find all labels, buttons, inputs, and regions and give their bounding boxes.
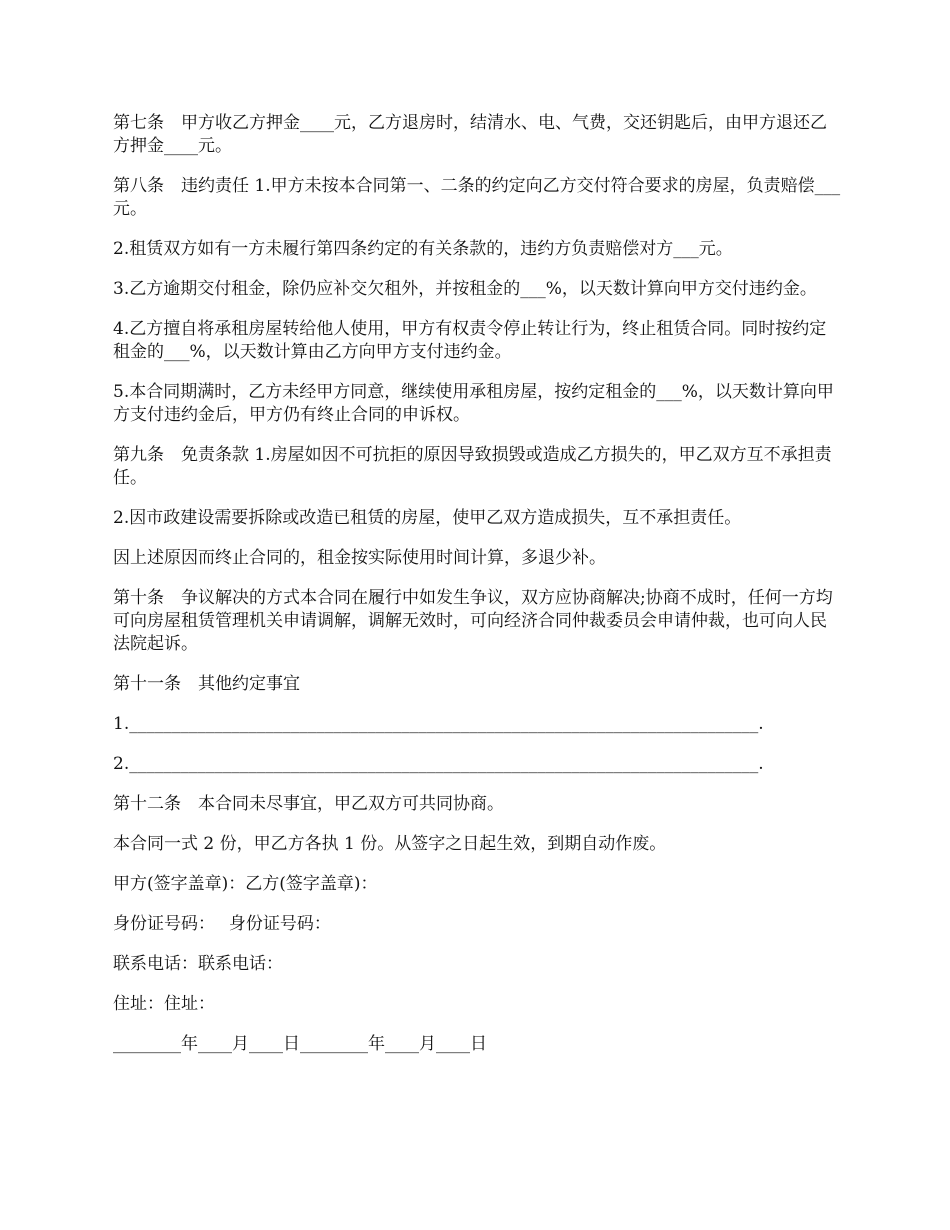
address-line: 住址：住址： (113, 994, 215, 1014)
article-8-item-5: 5.本合同期满时，乙方未经甲方同意，继续使用承租房屋，按约定租金的___%，以天数计算向甲方支付违约金后，甲方仍有终止合同的申诉权。 (113, 382, 834, 425)
contract-body (113, 112, 841, 1073)
date-line: ________年____月____日________年____月____日 (113, 1034, 487, 1054)
article-11-blank-2: 2.__________________________________________________________________________. (113, 754, 764, 774)
article-11-blank-1: 1.__________________________________________________________________________. (113, 714, 764, 734)
article-10-dispute: 第十条 争议解决的方式本合同在履行中如发生争议，双方应协商解决;协商不成时，任何一方均可向房屋租赁管理机关申请调解，调解无效时，可向经济合同仲裁委员会申请仲裁，也可向人民法院起诉。 (113, 588, 833, 654)
id-number-line: 身份证号码： 身份证号码： (113, 914, 331, 934)
article-8-item-3: 3.乙方逾期交付租金，除仍应补交欠租外，并按租金的___%，以天数计算向甲方交付违约金。 (113, 279, 817, 299)
copies-clause: 本合同一式 2 份，甲乙方各执 1 份。从签字之日起生效，到期自动作废。 (113, 834, 667, 854)
article-11-heading: 第十一条 其他约定事宜 (113, 674, 300, 694)
article-9-exemption: 第九条 免责条款 1.房屋如因不可抗拒的原因导致损毁或造成乙方损失的，甲乙双方互不承担责任。 (113, 445, 832, 488)
article-9-note: 因上述原因而终止合同的，租金按实际使用时间计算，多退少补。 (113, 548, 606, 568)
phone-line: 联系电话：联系电话： (113, 954, 283, 974)
article-8-item-2: 2.租赁双方如有一方未履行第四条约定的有关条款的，违约方负责赔偿对方___元。 (113, 239, 733, 259)
article-8-item-4: 4.乙方擅自将承租房屋转给他人使用，甲方有权责令停止转让行为，终止租赁合同。同时按约定租金的___%，以天数计算由乙方向甲方支付违约金。 (113, 319, 827, 362)
article-8-liability: 第八条 违约责任 1.甲方未按本合同第一、二条的约定向乙方交付符合要求的房屋，负责赔偿___元。 (113, 176, 841, 219)
article-12: 第十二条 本合同未尽事宜，甲乙双方可共同协商。 (113, 794, 504, 814)
signature-line: 甲方(签字盖章)：乙方(签字盖章)： (113, 874, 378, 894)
article-7-deposit: 第七条 甲方收乙方押金____元，乙方退房时，结清水、电、气费，交还钥匙后，由甲方退还乙方押金____元。 (113, 113, 827, 156)
article-9-item-2: 2.因市政建设需要拆除或改造已租赁的房屋，使甲乙双方造成损失，互不承担责任。 (113, 508, 742, 528)
